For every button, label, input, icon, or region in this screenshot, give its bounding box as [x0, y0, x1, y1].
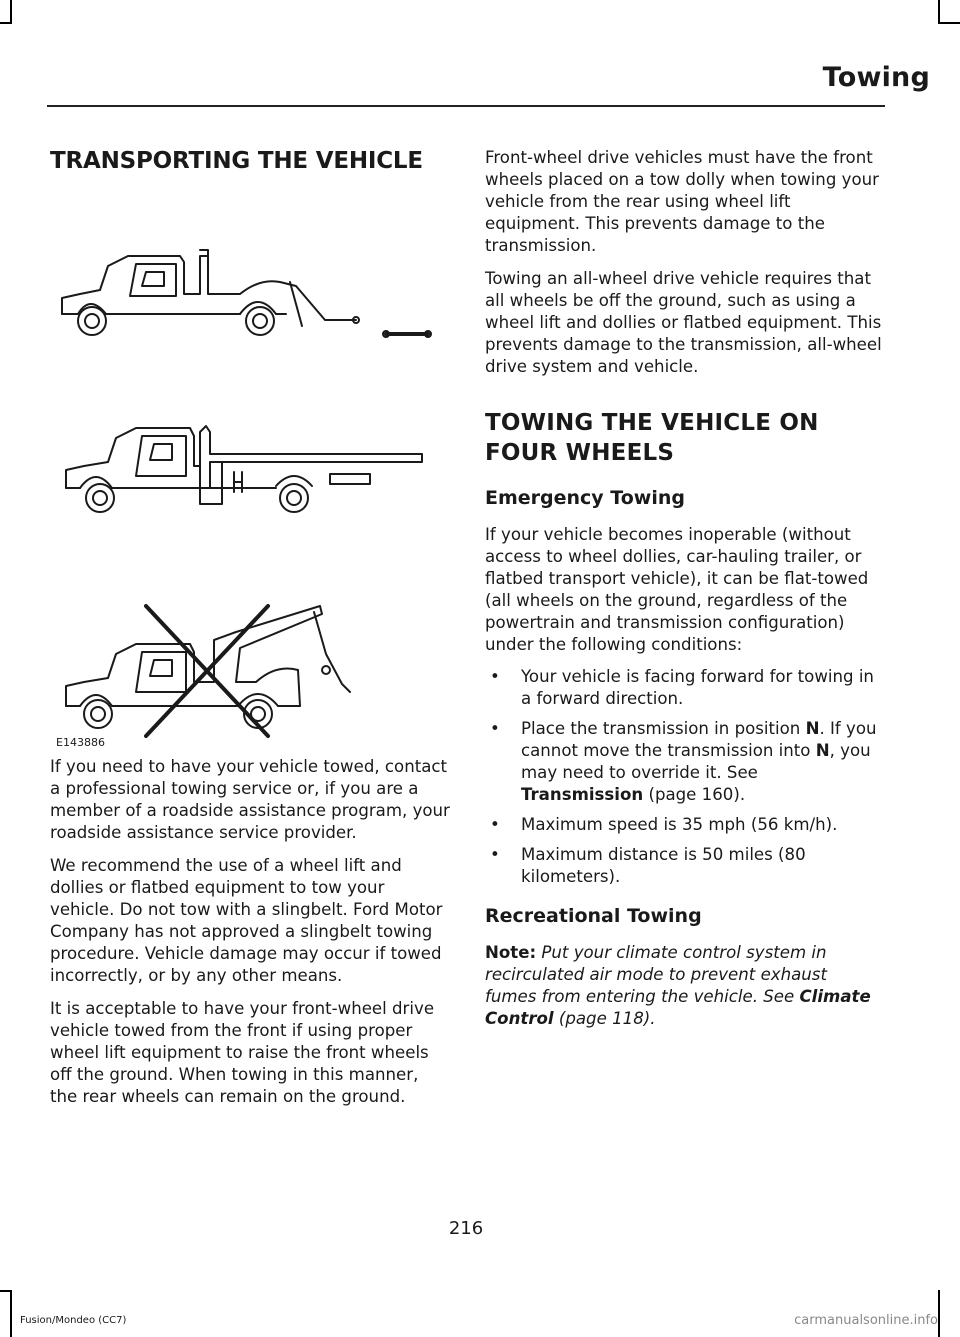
list-item-text: Maximum speed is 35 mph (56 km/h).	[521, 815, 838, 834]
footer-model: Fusion/Mondeo (CC7)	[20, 1315, 127, 1326]
paragraph: If you need to have your vehicle towed, contact a professional towing service or, if you are a member of a roadside assistance program, your roadside assistance service provider.	[50, 757, 450, 842]
flatbed-truck-image	[66, 426, 422, 512]
list-item	[485, 814, 883, 836]
note	[485, 942, 883, 1030]
wheel-lift-truck-image	[62, 250, 431, 337]
paragraph: If your vehicle becomes inoperable (without access to wheel dollies, car-hauling trailer, or flatbed transport vehicle), it can be flat-towed (all wheels on the ground, regardless of the powertrain and transmission configuration) under the following conditions:	[485, 525, 869, 654]
paragraph: Towing an all-wheel drive vehicle requires that all wheels be off the ground, such as using a wheel lift and dollies or flatbed equipment. This prevents damage to the transmission, all-wheel drive system and vehicle.	[485, 269, 882, 376]
crop-mark	[0, 22, 12, 24]
page-title: Towing	[822, 62, 930, 93]
right-column	[485, 147, 883, 1030]
crop-mark	[938, 0, 940, 22]
note-label: Note:	[485, 943, 537, 962]
section-heading-line: TOWING THE VEHICLE ON	[485, 410, 819, 436]
section-heading-line: FOUR WHEELS	[485, 440, 675, 466]
subsection-heading: Recreational Towing	[485, 905, 702, 927]
paragraph: It is acceptable to have your front-wheel drive vehicle towed from the front if using proper wheel lift equipment to raise the front wheels off the ground. When towing in this manner, the rear wheels can remain on the ground.	[50, 999, 435, 1106]
list-item-text: . If you cannot move the transmission into	[521, 719, 877, 760]
paragraph: We recommend the use of a wheel lift and dollies or flatbed equipment to tow your vehicle. Do not tow with a slingbelt. Ford Motor Company has not approved a slingbelt towing procedure. Vehicle damage may occur if towed incorrectly, or by any other means.	[50, 856, 443, 985]
conditions-list	[485, 666, 883, 888]
gear-position: N	[815, 741, 830, 760]
section-heading: TRANSPORTING THE VEHICLE	[50, 148, 423, 174]
header-rule	[47, 105, 885, 107]
slingbelt-truck-image	[66, 606, 350, 736]
crop-mark	[10, 1290, 12, 1337]
page-reference: (page 118).	[553, 1009, 656, 1028]
list-item	[485, 718, 883, 806]
crop-mark	[10, 0, 12, 22]
cross-reference-link[interactable]: Climate Control	[485, 987, 871, 1028]
left-column	[50, 146, 450, 1108]
paragraph: Front-wheel drive vehicles must have the front wheels placed on a tow dolly when towing your vehicle from the rear using wheel lift equipment. This prevents damage to the transmission.	[485, 148, 879, 255]
list-item	[485, 666, 883, 710]
crop-mark	[938, 1290, 940, 1337]
list-item-text: , you may need to override it. See	[521, 741, 871, 782]
note-text: Put your climate control system in recirculated air mode to prevent exhaust fumes from entering the vehicle. See	[485, 943, 827, 1006]
figure-code: E143886	[56, 736, 105, 749]
footer-watermark: carmanualsonline.info	[794, 1313, 938, 1328]
list-item-text: Place the transmission in position	[521, 719, 806, 738]
section-heading	[485, 408, 883, 468]
cross-reference-link[interactable]: Transmission	[521, 785, 644, 804]
page-number: 216	[448, 1218, 484, 1239]
list-item	[485, 844, 883, 888]
towing-illustration	[50, 186, 450, 756]
crop-mark	[938, 22, 960, 24]
subsection-heading: Emergency Towing	[485, 487, 685, 509]
crop-mark	[0, 1290, 12, 1292]
list-item-text: Maximum distance is 50 miles (80 kilometers).	[521, 845, 806, 886]
gear-position: N	[805, 719, 820, 738]
list-item-text: Your vehicle is facing forward for towing in a forward direction.	[521, 667, 874, 708]
page-reference: (page 160).	[643, 785, 746, 804]
